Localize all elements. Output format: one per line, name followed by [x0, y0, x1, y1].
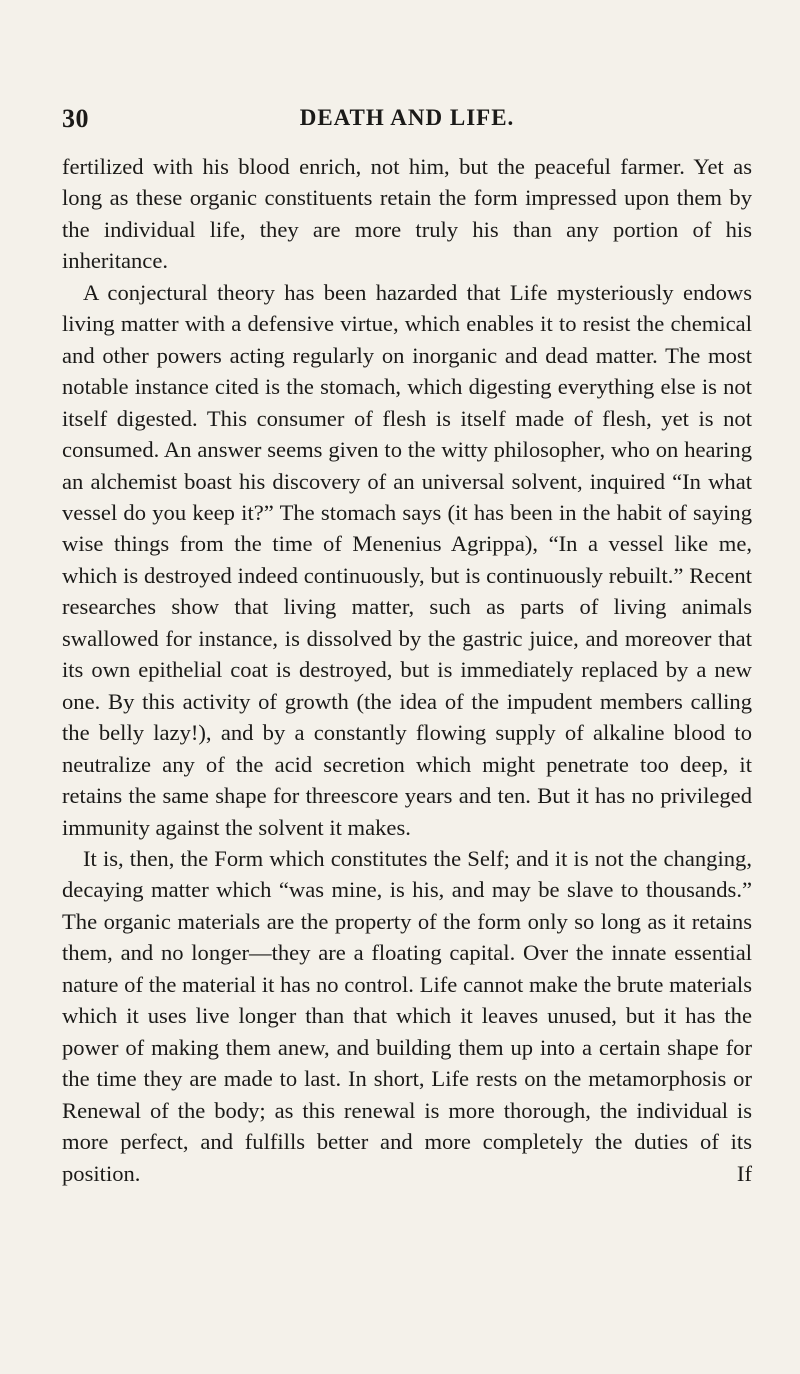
paragraph-stomach-theory: A conjectural theory has been hazarded that Life mysteriously endows living matter with a defensive virtue, which enables it to resist the chemical and other powers acting regularly on inorganic and dead matter. The most notable instance cited is the stomach, which digesting everything else is not itself digested. This consumer of flesh is itself made of flesh, yet is not consumed. An answer seems given to the witty philosopher, who on hearing an alchemist boast his discovery of an universal solvent, inquired “In what vessel do you keep it?” The stomach says (it has been in the habit of saying wise things from the time of Menenius Agrippa), “In a vessel like me, which is destroyed indeed continuously, but is continuously rebuilt.” Recent researches show that living matter, such as parts of living animals swallowed for instance, is dissolved by the gastric juice, and moreover that its own epithelial coat is destroyed, but is immediately replaced by a new one. By this activity of growth (the idea of the impudent members calling the belly lazy!), and by a constantly flowing supply of alkaline blood to neutralize any of the acid secretion which might penetrate too deep, it retains the same shape for threescore years and ten. But it has no privileged immunity against the solvent it makes.: [62, 279, 752, 840]
page-number: 30: [62, 104, 89, 133]
paragraph-continuation: fertilized with his blood enrich, not him, but the peaceful farmer. Yet as long as these organic constituents retain the form impressed upon them by the individual life, they are more truly his than any portion of his inheritance.: [62, 154, 752, 274]
running-title: DEATH AND LIFE.: [299, 105, 515, 130]
body-text: [62, 151, 752, 1189]
page-header: [62, 104, 752, 144]
paragraph-form-self: It is, then, the Form which constitutes the Self; and it is not the changing, decaying matter which “was mine, is his, and may be slave to thousands.” The organic materials are the property of the form only so long as it retains them, and no longer—they are a floating capital. Over the innate essential nature of the material it has no control. Life cannot make the brute materials which it uses live longer than that which it leaves unused, but it has the power of making them anew, and building them up into a certain shape for the time they are made to last. In short, Life rests on the metamorphosis or Renewal of the body; as this renewal is more thorough, the individual is more perfect, and fulfills better and more completely the duties of its position. If: [62, 845, 752, 1186]
